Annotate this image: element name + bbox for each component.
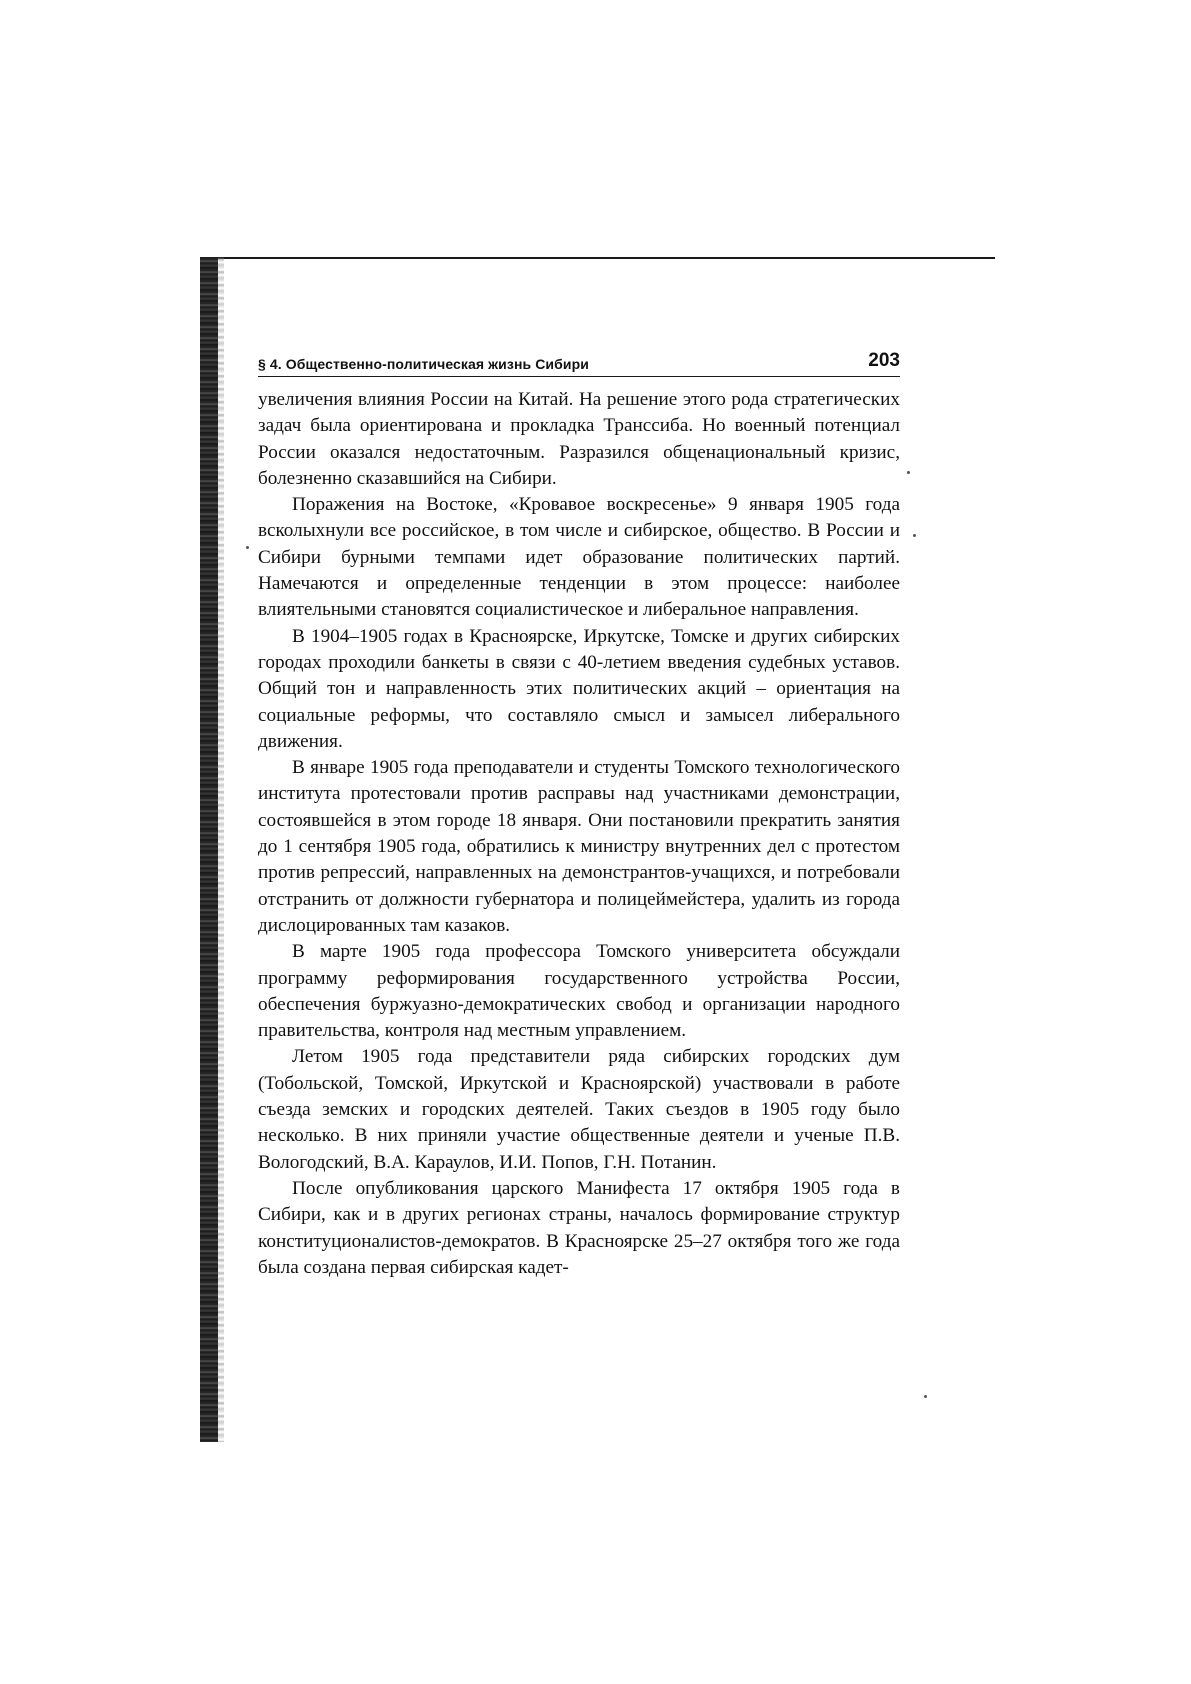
paragraph: В 1904–1905 годах в Красноярске, Иркутске, Томске и других сибирских городах проходили банкеты в связи с 40-летием введения судебных уставов. Общий тон и направленность этих политических акций – ориентация на социальные реформы, что составляло смысл и замысел либерального движения.	[258, 625, 900, 752]
paragraph: увеличения влияния России на Китай. На решение этого рода стратегических задач была ориентирована и прокладка Транссиба. Но военный потенциал России оказался недостаточным. Разразился общенациональный кризис, болезненно сказавшийся на Сибири.	[258, 389, 900, 489]
book-spine-shadow	[200, 257, 218, 1442]
running-head	[258, 350, 900, 377]
scan-speck	[907, 471, 910, 474]
page-number: 203	[868, 350, 900, 371]
paragraph: Летом 1905 года представители ряда сибирских городских дум (Тобольской, Томской, Иркутской и Красноярской) участвовали в работе съезда земских и городских деятелей. Таких съездов в 1905 году было несколько. В них приняли участие общественные деятели и ученые П.В. Вологодский, В.А. Караулов, И.И. Попов, Г.Н. Потанин.	[258, 1046, 900, 1173]
paragraph: В январе 1905 года преподаватели и студенты Томского технологического института протестовали против расправы над участниками демонстрации, состоявшейся в этом городе 18 января. Они постановили прекратить занятия до 1 сентября 1905 года, обратились к министру внутренних дел с протестом против репрессий, направленных на демонстрантов-учащихся, и потребовали отстранить от должности губернатора и полицеймейстера, удалить из города дислоцированных там казаков.	[258, 757, 900, 936]
scan-top-rule	[200, 257, 995, 259]
scan-speck	[913, 534, 916, 537]
paragraph: Поражения на Востоке, «Кровавое воскресенье» 9 января 1905 года всколыхнули все российское, в том числе и сибирское, общество. В России и Сибири бурными темпами идет образование политических партий. Намечаются и определенные тенденции в этом процессе: наиболее влиятельными становятся социалистическое и либеральное направления.	[258, 494, 900, 621]
paragraph: В марте 1905 года профессора Томского университета обсуждали программу реформирования государственного устройства России, обеспечения буржуазно-демократических свобод и организации народного правительства, контроля над местным управлением.	[258, 941, 900, 1042]
book-page	[258, 350, 900, 1281]
scan-speck	[924, 1395, 927, 1398]
paragraph: После опубликования царского Манифеста 17 октября 1905 года в Сибири, как и в других регионах страны, началось формирование структур конституционалистов-демократов. В Красноярске 25–27 октября того же года была создана первая сибирская кадет-	[258, 1177, 900, 1278]
section-title: § 4. Общественно-политическая жизнь Сибири	[258, 356, 589, 372]
scan-speck	[246, 546, 249, 549]
